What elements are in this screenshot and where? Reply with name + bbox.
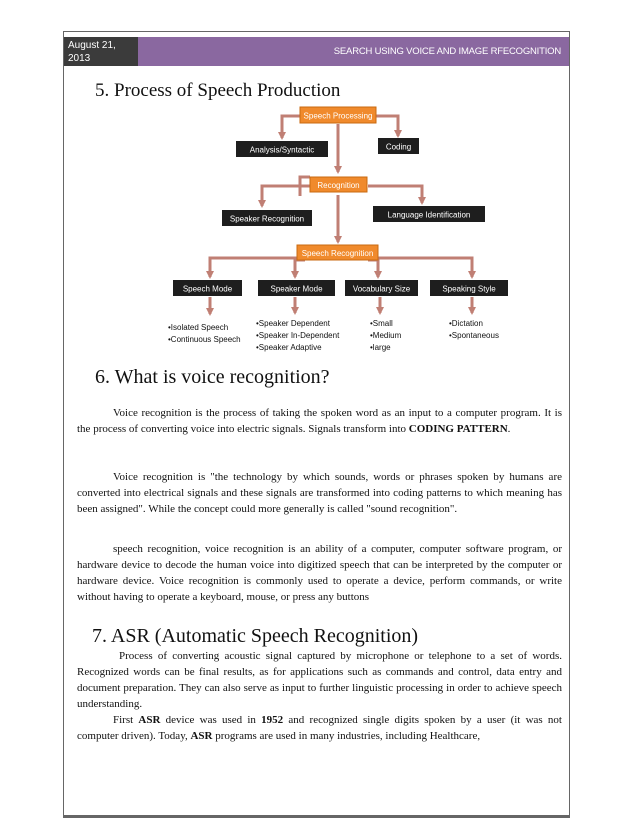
box-language-identification bbox=[373, 206, 485, 222]
list-item: •large bbox=[370, 343, 391, 352]
section-6-paragraph-2 bbox=[77, 469, 562, 517]
list-speaker-mode bbox=[256, 319, 340, 352]
arrow-to-language-id bbox=[368, 186, 422, 203]
speech-processing-label: Speech Processing bbox=[303, 111, 373, 121]
header-date-line1: August 21, bbox=[68, 40, 116, 51]
speaker-mode-label: Speaker Mode bbox=[270, 284, 323, 294]
header-title: SEARCH USING VOICE AND IMAGE RFECOGNITION bbox=[138, 37, 569, 66]
section-7-paragraph-2 bbox=[77, 712, 562, 744]
box-speech-processing bbox=[300, 107, 376, 123]
paragraph-text: Process of converting acoustic signal captured by microphone or telephone to a set of words. Recognized words can be final results, as for applications such as commands and control, data entry and document preparation. They can also serve as input to further linguistic processing in order to achieve speech understanding. bbox=[77, 650, 562, 710]
speech-recognition-label: Speech Recognition bbox=[301, 249, 374, 258]
paragraph-text: speech recognition, voice recognition is an ability of a computer, computer software program, or hardware device to decode the human voice into digitized speech that can be interpreted by the computer or hardware device. Voice recognition is commonly used to operate a device, perform commands, or write without having to operate a keyboard, mouse, or press any buttons bbox=[77, 543, 562, 603]
asr-term: ASR bbox=[190, 730, 213, 742]
arrow-to-vocabulary-size bbox=[368, 260, 378, 277]
arrow-to-coding bbox=[376, 116, 398, 136]
paragraph-text: device was used in bbox=[160, 714, 262, 726]
list-item: •Small bbox=[370, 319, 393, 328]
section-7-paragraph-1 bbox=[77, 648, 562, 712]
list-item: •Dictation bbox=[449, 319, 483, 328]
year-1952: 1952 bbox=[261, 714, 284, 726]
section-5-heading: 5. Process of Speech Production bbox=[95, 80, 341, 101]
paragraph-text: First bbox=[113, 714, 139, 726]
list-item: •Speaker Dependent bbox=[256, 319, 330, 328]
list-item: •Speaker In-Dependent bbox=[256, 331, 340, 340]
box-vocabulary-size bbox=[345, 280, 418, 296]
list-item: •Isolated Speech bbox=[168, 323, 229, 332]
list-item: •Spontaneous bbox=[449, 331, 499, 340]
arrow-to-speaker-recognition bbox=[262, 186, 312, 206]
arrow-to-speaker-mode bbox=[295, 260, 305, 277]
box-speaking-style bbox=[430, 280, 508, 296]
recognition-label: Recognition bbox=[317, 181, 360, 190]
arrow-to-analysis bbox=[282, 116, 300, 138]
section-6-paragraph-3 bbox=[77, 541, 562, 605]
list-speaking-style bbox=[449, 319, 499, 340]
language-identification-label: Language Identification bbox=[387, 210, 471, 220]
vocabulary-size-label: Vocabulary Size bbox=[352, 284, 411, 294]
box-speaker-mode bbox=[258, 280, 335, 296]
list-item: •Medium bbox=[370, 331, 402, 340]
box-recognition bbox=[310, 177, 367, 192]
section-6-paragraph-1 bbox=[77, 405, 562, 437]
paragraph-text: Voice recognition is the process of taking the spoken word as an input to a computer program. It is the process of converting voice into electric signals. Signals transform into bbox=[77, 407, 562, 435]
speaking-style-label: Speaking Style bbox=[442, 284, 496, 294]
box-analysis bbox=[236, 141, 328, 157]
box-speech-recognition bbox=[297, 245, 378, 260]
list-item: •Speaker Adaptive bbox=[256, 343, 322, 352]
paragraph-text: . bbox=[507, 423, 511, 435]
list-speech-mode bbox=[168, 323, 241, 344]
list-item: •Continuous Speech bbox=[168, 335, 241, 344]
list-vocabulary-size bbox=[370, 319, 402, 352]
analysis-label: Analysis/Syntactic bbox=[249, 145, 315, 155]
coding-label: Coding bbox=[385, 142, 412, 152]
section-7-heading: 7. ASR (Automatic Speech Recognition) bbox=[92, 625, 419, 647]
speaker-recognition-label: Speaker Recognition bbox=[229, 214, 305, 224]
box-speaker-recognition bbox=[222, 210, 312, 226]
arrow-to-speaking-style bbox=[378, 258, 472, 277]
section-6-heading: 6. What is voice recognition? bbox=[95, 366, 330, 388]
paragraph-text: Voice recognition is "the technology by which sounds, words or phrases spoken by humans are converted into electrical signals and these signals are transformed into coding patterns to which meaning has been assigned". While the concept could more generally is called "sound recognition". bbox=[77, 471, 562, 515]
box-speech-mode bbox=[173, 280, 242, 296]
paragraph-text: and recognized single digits spoken by a user (it was not computer driven). Today, bbox=[77, 714, 562, 742]
header-date-line2: 2013 bbox=[68, 53, 91, 64]
coding-pattern-term: CODING PATTERN bbox=[408, 423, 508, 435]
box-coding bbox=[378, 138, 419, 154]
speech-mode-label: Speech Mode bbox=[182, 284, 233, 294]
arrow-to-speech-mode bbox=[210, 258, 297, 277]
asr-term: ASR bbox=[138, 714, 161, 726]
paragraph-text: programs are used in many industries, including Healthcare, bbox=[212, 730, 481, 742]
